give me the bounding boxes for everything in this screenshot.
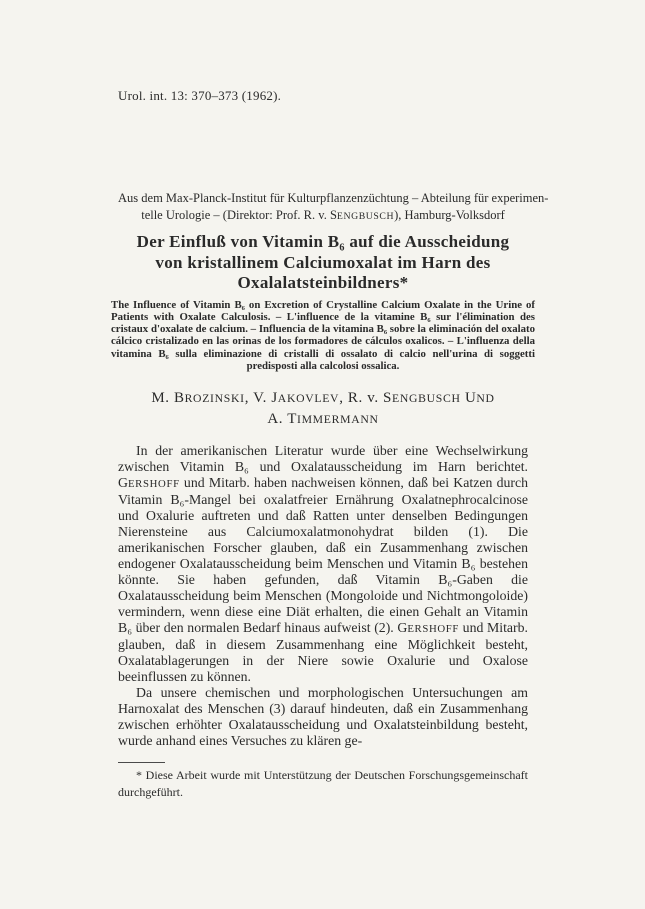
multilingual-abstract: The Influence of Vitamin B₆ on Excretion of Crystalline Calcium Oxalate in the Urine of Patients with Oxalate Calculosis. – L'influence de la vitamine B₆ sur l'élimination des cristaux d'oxalate de calcium. – Influencia de la vitamina B₆ sobre la eliminación del oxalato cálcico cristalizado en las orinas de los formadores de cálculos oxalicos. – L'influenza della vitamina B₆ sulla eliminazione di cristalli di ossalato di calcio nell'urina di soggetti predisposti alla calcolosi ossalica. <box>111 298 535 372</box>
page-content <box>111 88 549 800</box>
article-title <box>118 232 528 294</box>
title-line-1: Der Einfluß von Vitamin B₆ auf die Ausscheidung <box>136 232 510 251</box>
title-line-2: von kristallinem Calciumoxalat im Harn des <box>155 252 491 272</box>
affiliation-block <box>118 190 549 225</box>
authors-block <box>118 388 528 430</box>
affiliation-line-1: Aus dem Max-Planck-Institut für Kulturpflanzenzüchtung – Abteilung für experimen- <box>118 191 549 205</box>
authors-line-2: A. TIMMERMANN <box>267 411 379 428</box>
affiliation-line-2: telle Urologie – (Direktor: Prof. R. v. SENGBUSCH), Hamburg-Volksdorf <box>141 208 505 222</box>
footnote-text: * Diese Arbeit wurde mit Unterstützung der Deutschen Forschungsgemeinschaft durchgeführt. <box>118 768 528 799</box>
body-paragraph-1: In der amerikanischen Literatur wurde über eine Wechselwirkung zwischen Vitamin B₆ und Oxalatausscheidung im Harn berichtet. GERSHOFF und Mitarb. haben nachweisen können, daß bei Katzen durch Vitamin B₆-Mangel bei oxalatfreier Ernährung Oxalatnephrocalcinose und Oxalurie auftreten und daß Ratten unter denselben Bedingungen Nierensteine aus Calciumoxalatmonohydrat bilden (1). Die amerikanischen Forscher glauben, daß ein Zusammenhang zwischen endogener Oxalatausscheidung beim Menschen und Vitamin B₆ bestehen könnte. Sie haben gefunden, daß Vitamin B₆-Gaben die Oxalatausscheidung beim Menschen (Mongoloide und Nichtmongoloide) vermindern, wenn diese eine Diät erhalten, die einen Gehalt an Vitamin B₆ über den normalen Bedarf hinaus aufweist (2). GERSHOFF und Mitarb. glauben, daß in diesem Zusammenhang eine Möglichkeit besteht, Oxalatablagerungen in der Niere sowie Oxalurie und Oxalose beeinflussen zu können. <box>118 443 528 685</box>
footnote-divider <box>118 762 165 763</box>
article-body <box>118 443 528 749</box>
authors-line-1: M. BROZINSKI, V. JAKOVLEV, R. v. SENGBUSCH UND <box>151 390 495 407</box>
title-line-3: Oxalalatsteinbildners* <box>237 273 409 292</box>
body-paragraph-2: Da unsere chemischen und morphologischen Untersuchungen am Harnoxalat des Menschen (3) darauf hindeuten, daß ein Zusammenhang zwischen erhöhter Oxalatausscheidung und Oxalatsteinbildung besteht, wurde anhand eines Versuches zu klären ge- <box>118 685 528 749</box>
journal-citation: Urol. int. 13: 370–373 (1962). <box>118 88 282 103</box>
